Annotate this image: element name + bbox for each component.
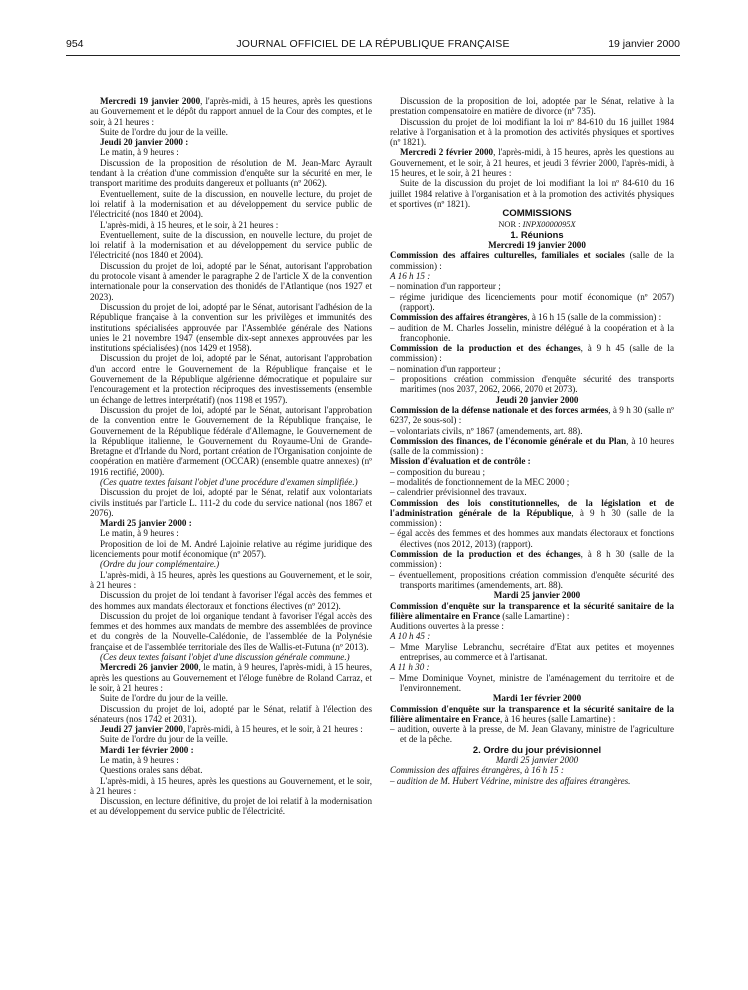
paragraph <box>90 137 372 147</box>
text: – nomination d'un rapporteur ; <box>390 281 501 292</box>
text: , à 9 h 30 (salle de la commission) : <box>390 507 675 529</box>
paragraph <box>90 776 372 797</box>
meeting-date <box>390 590 674 600</box>
italic-note <box>90 477 372 487</box>
paragraph <box>90 353 372 404</box>
text: Discussion du projet de loi, adopté par le Sénat, autorisant l'approbation du protocole visant à amender le paragraphe 2 de l'article X de la convention internationale pour la conservation des thonidés de l'Atlantique (nos 1927 et 2023). <box>90 260 372 302</box>
paragraph <box>90 261 372 302</box>
commission-entry <box>390 436 674 457</box>
paragraph <box>90 220 372 230</box>
text: – régime juridique des licenciements pour motif économique (nº 2057) (rapport). <box>390 291 674 312</box>
paragraph <box>90 570 372 591</box>
text: Suite de l'ordre du jour de la veille. <box>100 126 228 137</box>
paragraph <box>90 147 372 157</box>
meeting-date <box>390 755 674 765</box>
text: Suite de l'ordre du jour de la veille. <box>100 734 228 745</box>
text: L'après-midi, à 15 heures, après les questions au Gouvernement, et le soir, à 21 heures : <box>90 775 372 796</box>
subheading <box>390 621 674 631</box>
commission-entry <box>390 343 674 364</box>
meeting-date <box>390 693 674 703</box>
paragraph <box>90 662 372 693</box>
agenda-item <box>390 776 674 786</box>
paragraph <box>390 147 674 178</box>
nor-code: INPX0000095X <box>522 219 576 229</box>
paragraph <box>90 518 372 528</box>
subsection-title <box>390 230 674 240</box>
right-column <box>390 96 674 786</box>
commission-entry <box>390 601 674 622</box>
subheading <box>390 456 674 466</box>
paragraph <box>90 189 372 220</box>
time-line <box>390 271 674 281</box>
text: – audition de M. Hubert Védrine, ministre des affaires étrangères. <box>390 775 631 786</box>
time-line <box>390 662 674 672</box>
text: , l'après-midi, à 15 heures, et le soir, à 21 heures : <box>182 724 363 735</box>
text: – égal accès des femmes et des hommes aux mandats électoraux et fonctions électives (nos 2012, 2013) (rapport). <box>390 528 674 549</box>
paragraph <box>90 693 372 703</box>
meeting-date <box>390 395 674 405</box>
text: Commission des affaires étrangères, à 16 h 15 : <box>390 765 564 776</box>
paragraph <box>90 96 372 127</box>
text: COMMISSIONS <box>502 208 572 220</box>
page-number: 954 <box>66 38 84 50</box>
bold-lead: Jeudi 20 janvier 2000 : <box>100 137 189 148</box>
commission-entry <box>390 704 674 725</box>
text: Jeudi 20 janvier 2000 <box>495 394 579 405</box>
text: L'après-midi, à 15 heures, après les questions au Gouvernement, et le soir, à 21 heures : <box>90 569 372 590</box>
text: Eventuellement, suite de la discussion, en nouvelle lecture, du projet de loi relatif à la modernisation et au développement du service public de l'électricité (nos 1840 et 2004). <box>90 188 372 220</box>
agenda-item <box>390 281 674 291</box>
subsection-title <box>390 745 674 755</box>
paragraph <box>390 96 674 117</box>
paragraph <box>90 724 372 734</box>
text: A 10 h 45 : <box>390 631 431 642</box>
text: Le matin, à 9 heures : <box>100 528 179 539</box>
text: (Ces quatre textes faisant l'objet d'une procédure d'examen simplifiée.) <box>100 476 358 487</box>
text: 2. Ordre du jour prévisionnel <box>472 743 602 755</box>
text: Suite de l'ordre du jour de la veille. <box>100 693 228 704</box>
text: – volontariats civils, nº 1867 (amendements, art. 88). <box>390 425 583 436</box>
text: Discussion du projet de loi modifiant la loi nº 84-610 du 16 juillet 1984 relative à l'organisation et à la promotion des activités physiques et sportives (nº 1821). <box>390 116 674 148</box>
text: Mercredi 19 janvier 2000 <box>488 240 586 251</box>
agenda-item <box>390 528 674 549</box>
paragraph <box>390 178 674 209</box>
left-column <box>90 96 372 817</box>
header-rule <box>66 55 680 56</box>
journal-title: JOURNAL OFFICIEL DE LA RÉPUBLIQUE FRANÇAISE <box>236 38 510 50</box>
paragraph <box>90 765 372 775</box>
text: , à 8 h 30 (salle de la commission) : <box>390 549 674 570</box>
bold-lead: Mardi 25 janvier 2000 : <box>100 518 192 529</box>
text: – propositions création commission d'enquête sécurité des transports maritimes (nos 2037, 2062, 2066, 2070 et 2073). <box>390 374 674 395</box>
text: – modalités de fonctionnement de la MEC 2000 ; <box>390 476 570 487</box>
text: , à 9 h 45 (salle de la commission) : <box>390 343 674 364</box>
text: Mardi 25 janvier 2000 <box>495 755 579 765</box>
text: , à 16 heures (salle Lamartine) : <box>500 713 616 724</box>
section-title <box>390 209 674 219</box>
bold-lead: Commission de la production et des échanges <box>390 343 581 354</box>
text: Mardi 1er février 2000 <box>492 693 582 704</box>
text: Le matin, à 9 heures : <box>100 755 179 765</box>
text: Discussion de la proposition de loi, adoptée par le Sénat, relative à la prestation compensatoire en matière de divorce (nº 735). <box>390 96 674 117</box>
paragraph <box>90 734 372 744</box>
commission-entry <box>390 549 674 570</box>
agenda-item <box>390 673 674 694</box>
agenda-item <box>390 374 674 395</box>
text: Discussion du projet de loi, adopté par le Sénat, autorisant l'approbation de la convention entre le Gouvernement de la République française, le Gouvernement de la République fédérale d'Allemagne, le Gouvernement de la République italienne, le Gouvernement du Royaume-Uni de Grande-Bretagne et d'Irlande du Nord, portant création de l'Organisation conjointe de coopération en matière d'armement (OCCAR) (ensemble quatre annexes) (nº 1916 rectifié, 2000). <box>90 404 372 477</box>
text: – calendrier prévisionnel des travaux. <box>390 487 527 498</box>
bold-lead: Commission de la production et des échanges <box>390 549 581 560</box>
text: – Mme Dominique Voynet, ministre de l'aménagement du territoire et de l'environnement. <box>390 672 674 693</box>
commission-entry <box>390 250 674 271</box>
text: – audition, ouverte à la presse, de M. Jean Glavany, ministre de l'agriculture et de la pêche. <box>390 724 674 745</box>
text: Auditions ouvertes à la presse : <box>390 621 504 632</box>
text: Eventuellement, suite de la discussion, en nouvelle lecture, du projet de loi relatif à la modernisation et au développement du service public de l'électricité (nos 1840 et 2004). <box>90 229 372 261</box>
bold-lead: Mercredi 2 février 2000 <box>400 147 494 158</box>
paragraph <box>90 755 372 765</box>
text: , à 9 h 30 (salle nº 6237, 2e sous-sol) : <box>390 404 674 426</box>
text: A 16 h 15 : <box>390 271 431 282</box>
text: Discussion, en lecture définitive, du projet de loi relatif à la modernisation et au développement du service public de l'électricité. <box>90 796 372 817</box>
text: L'après-midi, à 15 heures, et le soir, à 21 heures : <box>100 219 279 230</box>
bold-lead: Jeudi 27 janvier 2000 <box>100 724 183 735</box>
text: Le matin, à 9 heures : <box>100 147 179 158</box>
paragraph <box>90 539 372 560</box>
text: , le matin, à 9 heures, l'après-midi, à 15 heures, après les questions au Gouvernement et l'éloge funèbre de Roland Carraz, et le soir, à 21 heures : <box>90 662 372 693</box>
paragraph <box>90 158 372 189</box>
nor-label: NOR : <box>498 219 523 229</box>
italic-note <box>90 652 372 662</box>
bold-lead: Commission des lois constitutionnelles, de la législation et de l'administration générale de la République <box>390 497 674 518</box>
text: – Mme Marylise Lebranchu, secrétaire d'Etat aux petites et moyennes entreprises, au commerce et à l'artisanat. <box>390 641 674 663</box>
bold-lead: Commission d'enquête sur la transparence et la sécurité sanitaire de la filière alimentaire en France <box>390 703 674 724</box>
text: Discussion du projet de loi tendant à favoriser l'égal accès des femmes et des hommes aux mandats électoraux et fonctions électives (nº 2012). <box>90 590 372 611</box>
commission-entry <box>390 312 674 322</box>
text: Discussion du projet de loi, adopté par le Sénat, autorisant l'adhésion de la République française à la convention sur les privilèges et immunités des institutions spécialisées approuvée par l'Assemblée générale des Nations unies le 21 novembre 1947 (ensemble dix-sept annexes approuvées par les institutions spécialisées) (nos 1429 et 1958). <box>90 301 372 354</box>
commission-entry <box>390 765 674 775</box>
agenda-item <box>390 477 674 487</box>
text: , l'après-midi, à 15 heures, après les questions au Gouvernement, et le soir, à 21 heures, et jeudi 3 février 2000, l'après-midi, à 15 heures, et le soir, à 21 heures : <box>390 147 674 179</box>
paragraph <box>90 796 372 817</box>
text: Discussion du projet de loi, adopté par le Sénat, relatif à l'élection des sénateurs (nos 1742 et 2031). <box>90 703 372 724</box>
agenda-item <box>390 426 674 436</box>
agenda-item <box>390 570 674 591</box>
text: Discussion de la proposition de résolution de M. Jean-Marc Ayrault tendant à la création d'une commission d'enquête sur la sécurité en mer, le transport maritime des produits dangereux et polluants (nº 2062). <box>90 157 372 189</box>
text: , à 10 heures (salle de la commission) : <box>390 435 674 457</box>
agenda-item <box>390 642 674 663</box>
text: Discussion du projet de loi organique tendant à favoriser l'égal accès des femmes et des hommes aux mandats de membre des assemblées de province et du congrès de la Nouvelle-Calédonie, de l'assemblée de la Polynésie française et de l'assemblée territoriale des îles de Wallis-et-Futuna (nº 2013). <box>90 610 372 652</box>
agenda-item <box>390 724 674 745</box>
paragraph <box>90 405 372 477</box>
text: (Ordre du jour complémentaire.) <box>100 559 220 570</box>
time-line <box>390 631 674 641</box>
page-header <box>66 38 680 54</box>
text: (salle Lamartine) : <box>500 610 570 621</box>
text: A 11 h 30 : <box>390 662 430 673</box>
meeting-date <box>390 240 674 250</box>
text: Questions orales sans débat. <box>100 765 203 776</box>
paragraph <box>90 590 372 611</box>
bold-lead: Commission des affaires étrangères <box>390 312 528 323</box>
bold-lead: Mardi 1er février 2000 : <box>100 744 194 755</box>
bold-lead: Commission de la défense nationale et des forces armées <box>390 404 609 415</box>
text: – éventuellement, propositions création commission d'enquête sécurité des transports maritimes (amendements, art. 88). <box>390 569 674 590</box>
text: – composition du bureau ; <box>390 466 485 477</box>
agenda-item <box>390 323 674 344</box>
agenda-item <box>390 467 674 477</box>
paragraph <box>390 117 674 148</box>
text: Discussion du projet de loi, adopté par le Sénat, autorisant l'approbation d'un accord entre le Gouvernement de la République française et le Gouvernement de la République algérienne démocratique et populaire sur l'encouragement et la protection réciproques des investissements (ensemble un échange de lettres interprétatif) (nos 1198 et 1957). <box>90 353 372 405</box>
text: (Ces deux textes faisant l'objet d'une discussion générale commune.) <box>100 652 350 663</box>
bold-lead: Commission des finances, de l'économie générale et du Plan <box>390 435 627 446</box>
text: – nomination d'un rapporteur ; <box>390 363 501 374</box>
paragraph <box>90 611 372 652</box>
paragraph <box>90 487 372 518</box>
bold-lead: Mercredi 19 janvier 2000 <box>100 96 201 106</box>
commission-entry <box>390 498 674 529</box>
text: Suite de la discussion du projet de loi modifiant la loi nº 84-610 du 16 juillet 1984 relative à l'organisation et à la promotion des activités physiques et sportives (nº 1821). <box>390 178 674 209</box>
text: Discussion du projet de loi, adopté par le Sénat, relatif aux volontariats civils institués par l'article L. 111-2 du code du service national (nos 1867 et 2076). <box>90 487 372 518</box>
agenda-item <box>390 364 674 374</box>
bold-lead: Commission d'enquête sur la transparence et la sécurité sanitaire de la filière alimentaire en France <box>390 600 674 621</box>
bold-lead: Commission des affaires culturelles, familiales et sociales <box>390 250 625 261</box>
bold-lead: Mercredi 26 janvier 2000 <box>100 662 199 673</box>
text: (salle de la commission) : <box>390 250 674 271</box>
paragraph <box>90 302 372 353</box>
text: 1. Réunions <box>510 228 564 240</box>
agenda-item <box>390 292 674 313</box>
paragraph <box>90 528 372 538</box>
italic-note <box>90 559 372 569</box>
paragraph <box>90 704 372 725</box>
issue-date: 19 janvier 2000 <box>608 38 680 50</box>
text: Proposition de loi de M. André Lajoinie relative au régime juridique des licenciements pour motif économique (nº 2057). <box>90 538 372 560</box>
bold-lead: Mission d'évaluation et de contrôle : <box>390 456 531 467</box>
text: Mardi 25 janvier 2000 <box>493 590 581 601</box>
paragraph <box>90 745 372 755</box>
text: , à 16 h 15 (salle de la commission) : <box>527 312 662 323</box>
paragraph <box>90 127 372 137</box>
agenda-item <box>390 487 674 497</box>
commission-entry <box>390 405 674 426</box>
text: , l'après-midi, à 15 heures, après les questions au Gouvernement et le dépôt du rapport annuel de la Cour des comptes, et le soir, à 21 heures : <box>90 96 372 127</box>
paragraph <box>90 230 372 261</box>
text: – audition de M. Charles Josselin, ministre délégué à la coopération et à la francophonie. <box>390 322 674 343</box>
